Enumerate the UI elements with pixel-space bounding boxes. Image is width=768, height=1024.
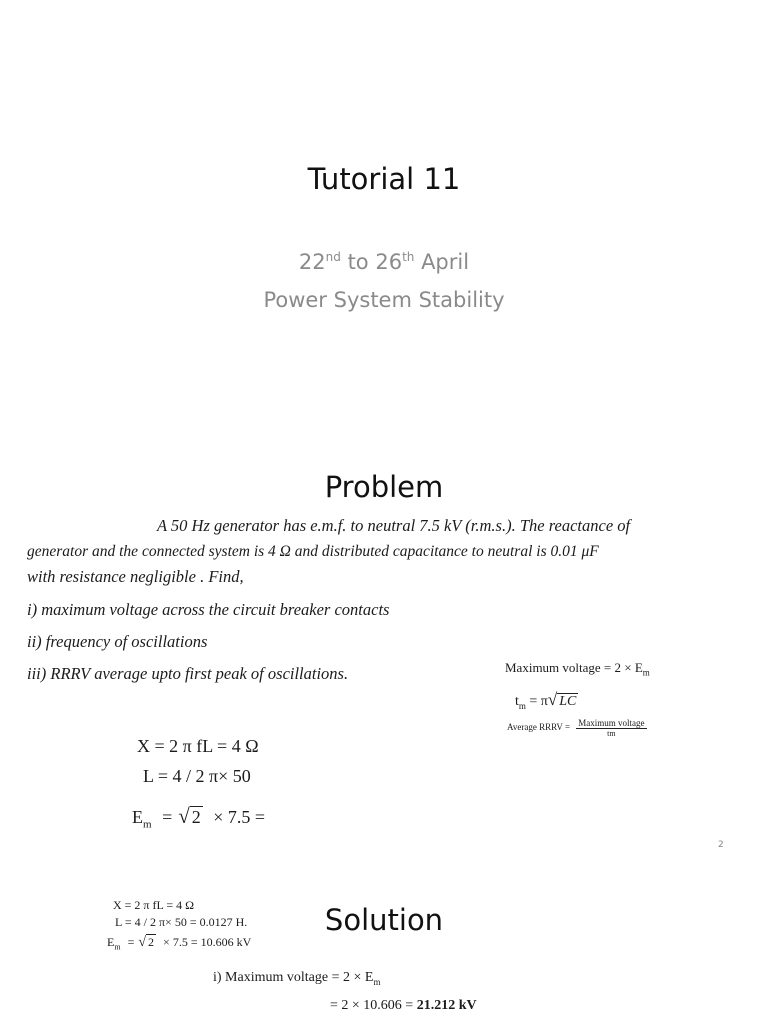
- date-mid: to 26: [347, 250, 403, 274]
- problem-line-3: with resistance negligible . Find,: [27, 567, 244, 586]
- date-sup1: nd: [325, 250, 341, 264]
- solution-em: $E_m$ = √ 2 × 7.5 = 10.606 kV: [107, 935, 252, 952]
- question-2: ii) frequency of oscillations: [27, 632, 208, 651]
- solution-result: = 2 × 10.606 = 21.212 kV: [330, 998, 477, 1013]
- problem-line-2: generator and the connected system is 4 Ω and distributed capacitance to neutral is 0.01 μF: [27, 543, 599, 560]
- solution-l: L = 4 / 2 π× 50 = 0.0127 H.: [115, 915, 248, 929]
- calc-l: L = 4 / 2 π× 50: [143, 766, 251, 786]
- calc-em: $E_m$ = √ 2 × 7.5 =: [132, 804, 266, 831]
- solution-x: X = 2 π fL = 4 Ω: [113, 898, 195, 912]
- problem-line-1: A 50 Hz generator has e.m.f. to neutral 7.5 kV (r.m.s.). The reactance of: [157, 516, 631, 535]
- solution-max-voltage: i) Maximum voltage = $2 \times E_m$: [213, 970, 381, 987]
- question-1: i) maximum voltage across the circuit breaker contacts: [27, 600, 390, 619]
- question-3: iii) RRRV average upto first peak of oscillations.: [27, 664, 349, 683]
- date-day1: 22: [298, 250, 326, 274]
- slide-subtitle: Power System Stability: [263, 288, 505, 312]
- date-range: [0, 250, 768, 274]
- calc-x: X = 2 π fL = 4 Ω: [137, 736, 259, 756]
- date-month: April: [421, 250, 470, 274]
- slide-title: Tutorial 11: [307, 162, 461, 196]
- page-number: 2: [718, 840, 724, 850]
- solution-result-value: 21.212 kV: [416, 998, 477, 1013]
- formula-max-voltage: Maximum voltage = $2 \times E_m$: [505, 660, 650, 678]
- formula-rrrv: Average RRRV = $\frac{\text{Maximum voltage}}{tm}$: [507, 718, 645, 738]
- formula-tm: $t_m = \pi√$ LC: [515, 690, 577, 711]
- date-sup2: th: [402, 250, 415, 264]
- solution-heading: Solution: [324, 903, 444, 937]
- problem-heading: Problem: [324, 470, 444, 504]
